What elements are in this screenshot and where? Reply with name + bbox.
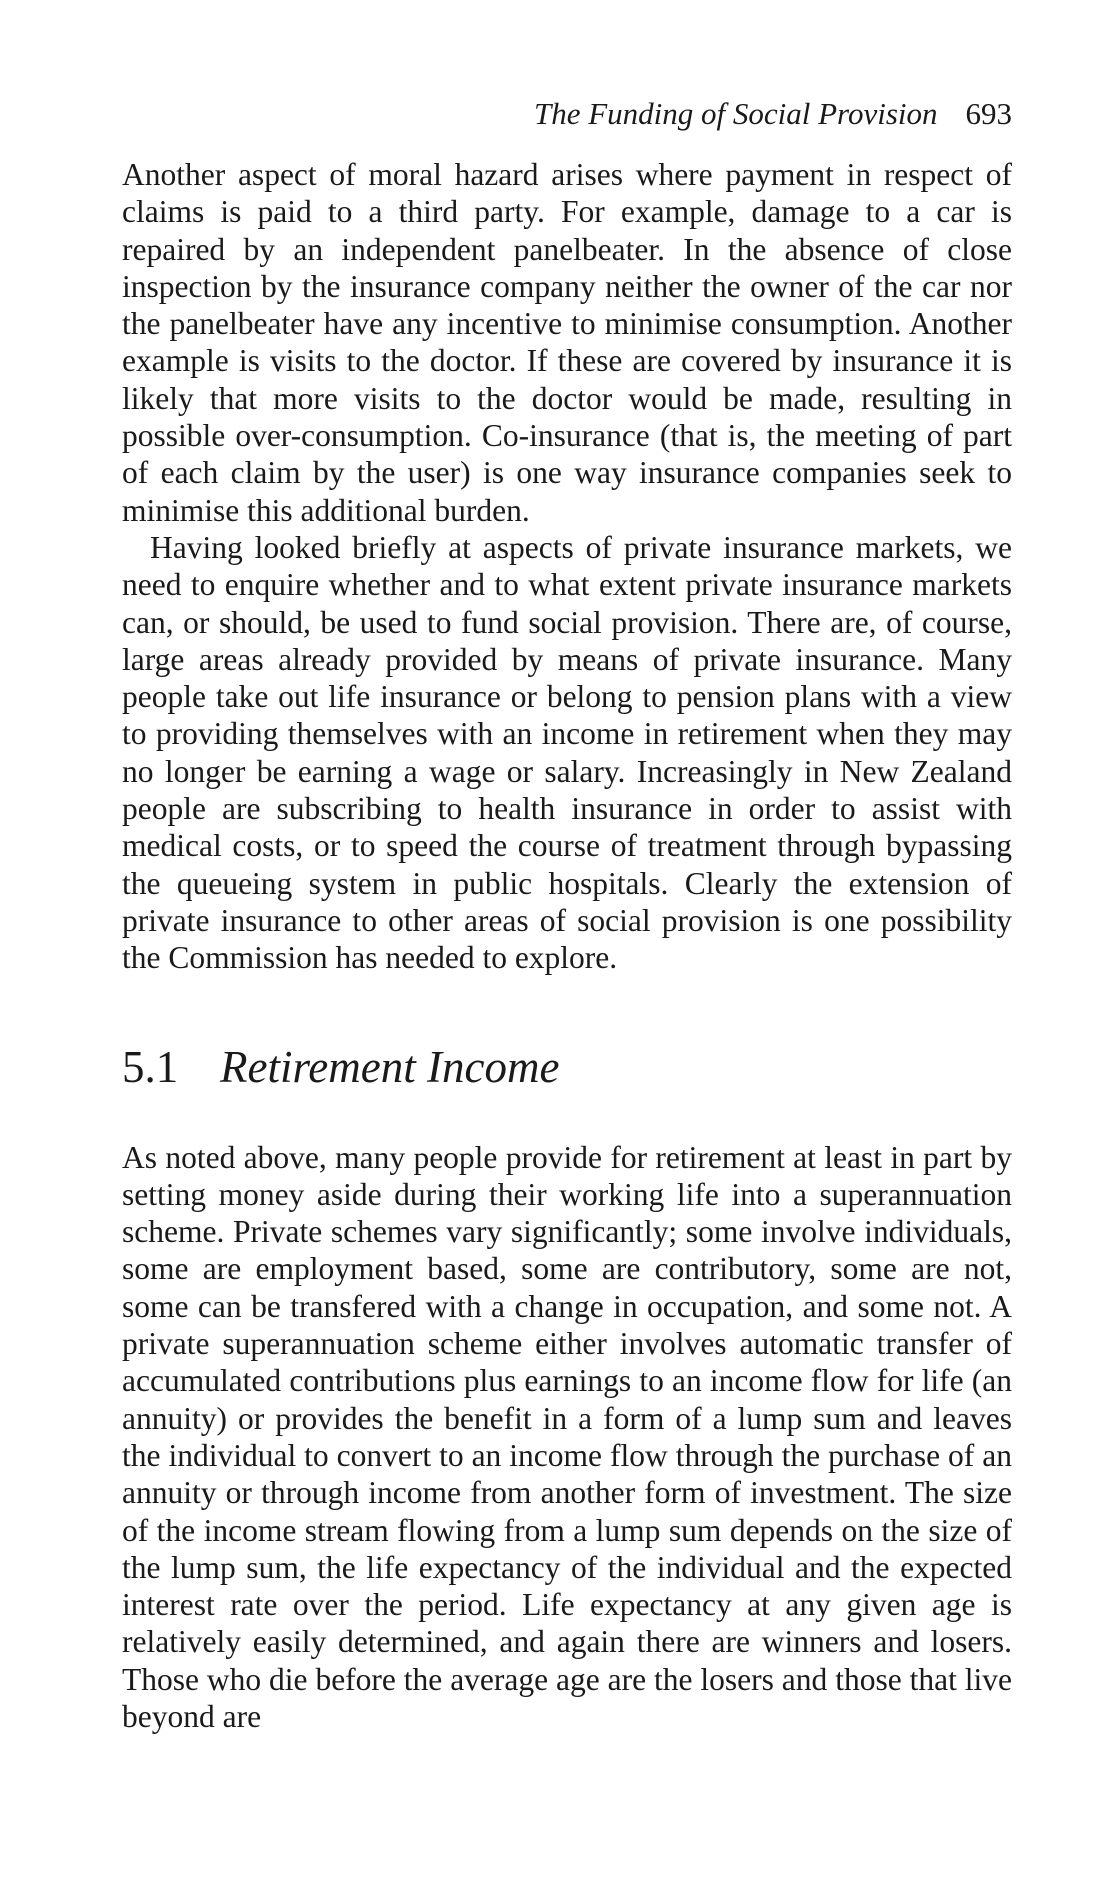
book-page [122,94,1012,1735]
body-paragraph-2: Having looked briefly at aspects of private insurance markets, we need to enquire whether and to what extent private insurance markets can, or should, be used to fund social provision. There are, of course, large areas already provided by means of private insurance. Many people take out life insurance or belong to pension plans with a view to providing themselves with an income in retirement when they may no longer be earning a wage or salary. Increasingly in New Zealand people are subscribing to health insurance in order to assist with medical costs, or to speed the course of treatment through bypassing the queueing system in public hospitals. Clearly the extension of private insurance to other areas of social provision is one possibility the Commission has needed to explore. [122,529,1012,976]
body-paragraph-3: As noted above, many people provide for retirement at least in part by setting money aside during their working life into a superannuation scheme. Private schemes vary significantly; some involve individuals, some are employment based, some are contributory, some are not, some can be transfered with a change in occupation, and some not. A private superannuation scheme either involves automatic transfer of accumulated contributions plus earnings to an income flow for life (an annuity) or provides the benefit in a form of a lump sum and leaves the individual to convert to an income flow through the purchase of an annuity or through income from another form of investment. The size of the income stream flowing from a lump sum depends on the size of the lump sum, the life expectancy of the individual and the expected interest rate over the period. Life expectancy at any given age is relatively easily determined, and again there are winners and losers. Those who die before the average age are the losers and those that live beyond are [122,1139,1012,1734]
page-number: 693 [965,96,1012,131]
running-title: The Funding of Social Provision [533,96,938,131]
running-head [122,94,1012,134]
section-number: 5.1 [122,1041,179,1092]
section-heading [122,1039,1012,1095]
section-title: Retirement Income [220,1041,560,1092]
body-paragraph-1: Another aspect of moral hazard arises where payment in respect of claims is paid to a third party. For example, damage to a car is repaired by an independent panelbeater. In the absence of close inspection by the insurance company neither the owner of the car nor the panelbeater have any incentive to minimise consumption. Another example is visits to the doctor. If these are covered by insurance it is likely that more visits to the doctor would be made, resulting in possible over-consumption. Co-insurance (that is, the meeting of part of each claim by the user) is one way insurance companies seek to minimise this additional burden. [122,157,1012,528]
